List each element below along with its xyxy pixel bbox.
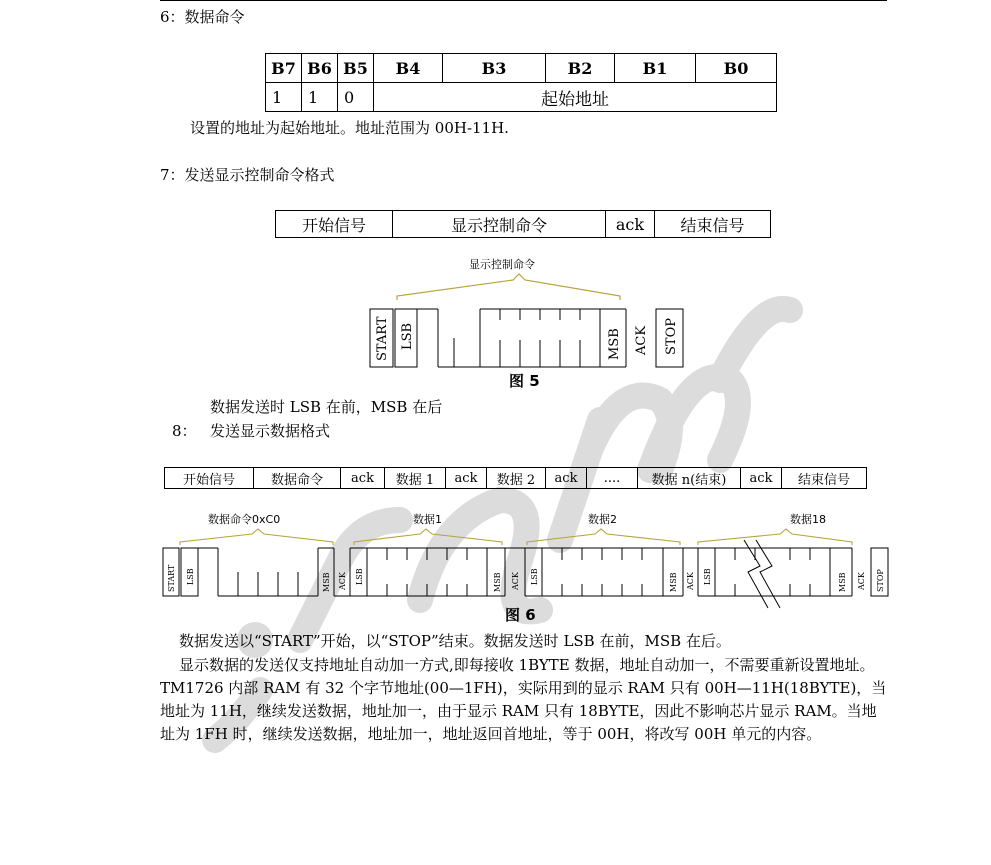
frame-cell: ack bbox=[446, 468, 487, 489]
bit-header: B6 bbox=[302, 54, 338, 83]
fig6-label-data1: 数据1 bbox=[413, 513, 442, 526]
start-address-cell: 起始地址 bbox=[374, 83, 777, 112]
frame-cell: 数据 1 bbox=[385, 468, 446, 489]
svg-text:LSB: LSB bbox=[703, 568, 712, 585]
ack-label: ACK bbox=[634, 325, 649, 355]
fig5-brace-label: 显示控制命令 bbox=[469, 258, 535, 271]
figure-5-note: 数据发送时 LSB 在前，MSB 在后 bbox=[210, 398, 443, 416]
svg-text:STOP: STOP bbox=[876, 569, 885, 592]
frame-cell: 数据 n(结束) bbox=[638, 468, 741, 489]
bit-value: 0 bbox=[338, 83, 374, 112]
section-6-title: 6：数据命令 bbox=[160, 8, 245, 26]
bit-header: B2 bbox=[546, 54, 615, 83]
start-label: START bbox=[375, 316, 390, 361]
svg-text:LSB: LSB bbox=[186, 568, 195, 585]
stop-label: STOP bbox=[664, 318, 679, 355]
frame-cell: ack bbox=[606, 211, 655, 238]
section-8-number: 8： bbox=[172, 422, 197, 440]
frame-cell: ack bbox=[341, 468, 385, 489]
paragraph-1: 数据发送以“START”开始，以“STOP”结束。数据发送时 LSB 在前，MSB 在后。 bbox=[179, 632, 731, 650]
bit-header: B0 bbox=[696, 54, 777, 83]
bit-header: B7 bbox=[266, 54, 302, 83]
frame-cell: 开始信号 bbox=[165, 468, 254, 489]
svg-text:MSB: MSB bbox=[493, 572, 502, 592]
bit-header: B3 bbox=[443, 54, 546, 83]
paragraph-2: 显示数据的发送仅支持地址自动加一方式,即每接收 1BYTE 数据，地址自动加一，不需要重新设置地址。TM1726 内部 RAM 有 32 个字节地址(00—1FH)，实际用到的显示 RAM 只有 00H—11H(18BYTE)，当地址为 11H，继续发送数据，地址加一，由于显示 RAM 只有 18BYTE，因此不影响芯片显示 RAM。当地址为 1FH 时，继续发送数据，地址加一，地址返回首地址，等于 00H，将改写 00H 单元的内容。 bbox=[160, 656, 887, 743]
bit-value: 1 bbox=[302, 83, 338, 112]
frame-cell: ack bbox=[546, 468, 587, 489]
frame-cell: 显示控制命令 bbox=[393, 211, 606, 238]
figure-6-caption: 图 6 bbox=[505, 606, 536, 624]
frame-cell: 数据命令 bbox=[254, 468, 341, 489]
svg-text:LSB: LSB bbox=[355, 568, 364, 585]
fig6-label-data18: 数据18 bbox=[790, 513, 826, 526]
frame-cell: .... bbox=[587, 468, 638, 489]
svg-text:START: START bbox=[167, 564, 176, 592]
frame-cell: ack bbox=[741, 468, 782, 489]
section-7-title: 7：发送显示控制命令格式 bbox=[160, 166, 335, 184]
msb-label: MSB bbox=[607, 328, 622, 360]
fig6-label-data2: 数据2 bbox=[588, 513, 617, 526]
frame-cell: 开始信号 bbox=[276, 211, 393, 238]
svg-text:ACK: ACK bbox=[511, 572, 520, 590]
bit-header: B4 bbox=[374, 54, 443, 83]
svg-text:ACK: ACK bbox=[338, 572, 347, 590]
frame-cell: 结束信号 bbox=[782, 468, 867, 489]
frame-cell: 结束信号 bbox=[655, 211, 771, 238]
bit-value: 1 bbox=[266, 83, 302, 112]
section-8-title: 发送显示数据格式 bbox=[210, 422, 331, 440]
figure-5-caption: 图 5 bbox=[509, 372, 540, 390]
svg-text:MSB: MSB bbox=[669, 572, 678, 592]
bit-header: B1 bbox=[615, 54, 696, 83]
svg-text:MSB: MSB bbox=[838, 572, 847, 592]
svg-text:ACK: ACK bbox=[857, 572, 866, 590]
fig6-label-cmd: 数据命令0xC0 bbox=[208, 513, 281, 526]
lsb-label: LSB bbox=[400, 322, 415, 350]
bit-header: B5 bbox=[338, 54, 374, 83]
frame-cell: 数据 2 bbox=[487, 468, 546, 489]
svg-text:ACK: ACK bbox=[686, 572, 695, 590]
svg-text:MSB: MSB bbox=[322, 572, 331, 592]
section-6-note: 设置的地址为起始地址。地址范围为 00H-11H. bbox=[190, 119, 509, 137]
svg-text:LSB: LSB bbox=[530, 568, 539, 585]
